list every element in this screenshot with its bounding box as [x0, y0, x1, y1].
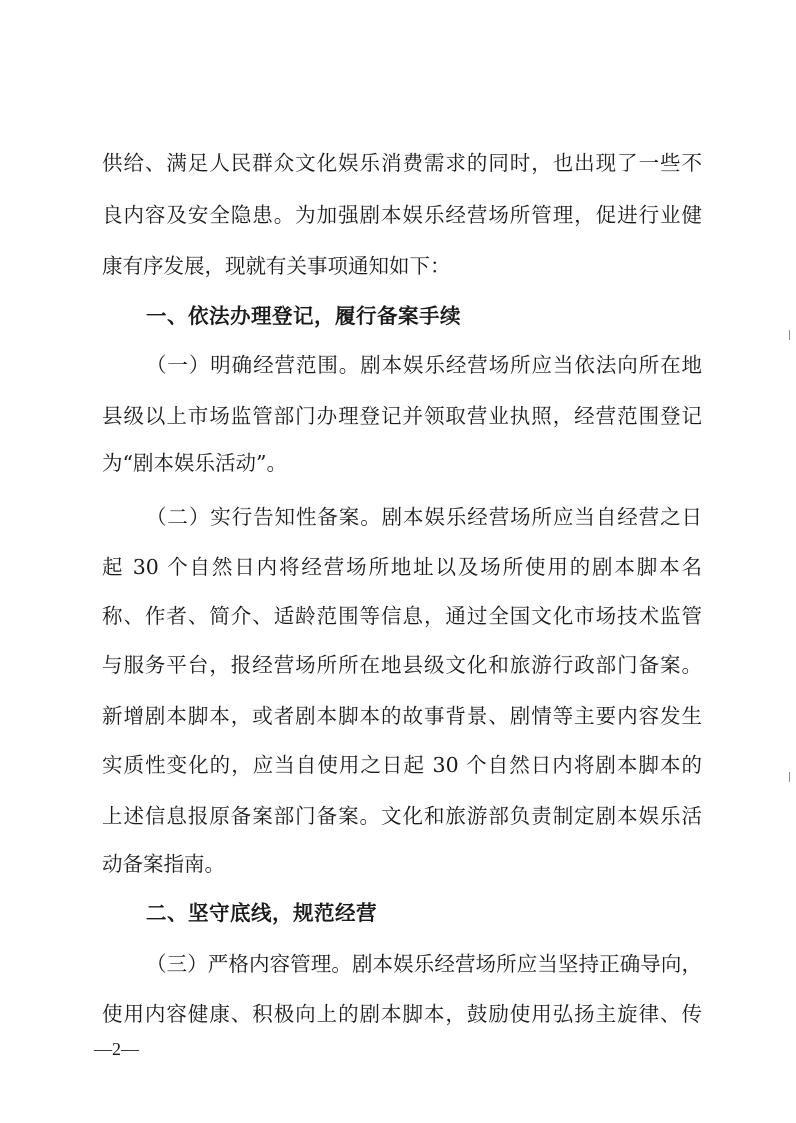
- page-number: —2—: [94, 1039, 139, 1059]
- body-text-line: 上述信息报原备案部门备案。文化和旅游部负责制定剧本娱乐活: [102, 804, 702, 828]
- body-text-line: 实质性变化的，应当自使用之日起 30 个自然日内将剧本脚本的: [102, 753, 702, 777]
- body-text-line: 与服务平台，报经营场所所在地县级文化和旅游行政部门备案。: [102, 653, 702, 677]
- body-text-line: （二）实行告知性备案。剧本娱乐经营场所应当自经营之日: [146, 505, 702, 529]
- body-text-line: 称、作者、简介、适龄范围等信息，通过全国文化市场技术监管: [102, 604, 702, 628]
- body-text-line: （一）明确经营范围。剧本娱乐经营场所应当依法向所在地: [146, 353, 702, 377]
- section-heading: 二、坚守底线，规范经营: [146, 901, 377, 925]
- body-text-line: 新增剧本脚本，或者剧本脚本的故事背景、剧情等主要内容发生: [102, 704, 702, 728]
- body-text-line: 县级以上市场监管部门办理登记并领取营业执照，经营范围登记: [102, 404, 702, 428]
- section-heading: 一、依法办理登记，履行备案手续: [146, 304, 461, 328]
- scan-artifact-mark: [789, 330, 790, 340]
- body-text-line: 使用内容健康、积极向上的剧本脚本，鼓励使用弘扬主旋律、传: [102, 1002, 702, 1026]
- body-text-line: 供给、满足人民群众文化娱乐消费需求的同时，也出现了一些不: [102, 151, 702, 175]
- body-text-line: 康有序发展，现就有关事项通知如下：: [102, 254, 451, 278]
- body-text-line: 动备案指南。: [102, 852, 225, 876]
- scan-artifact-mark: [789, 772, 790, 782]
- body-text-line: 为“剧本娱乐活动”。: [102, 451, 287, 475]
- body-text-line: （三）严格内容管理。剧本娱乐经营场所应当坚持正确导向，: [146, 952, 702, 976]
- body-text-line: 良内容及安全隐患。为加强剧本娱乐经营场所管理，促进行业健: [102, 203, 702, 227]
- body-text-line: 起 30 个自然日内将经营场所地址以及场所使用的剧本脚本名: [102, 555, 702, 579]
